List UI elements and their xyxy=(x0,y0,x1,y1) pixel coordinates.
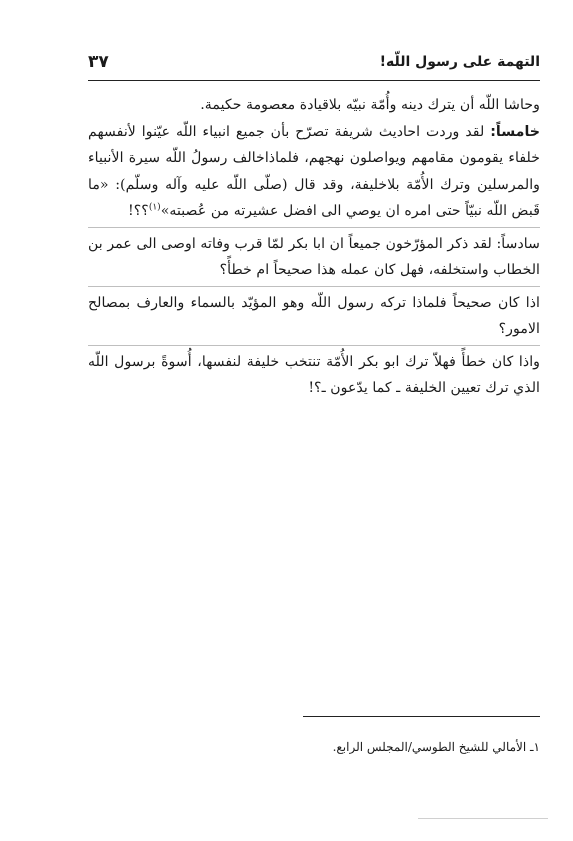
paragraph-separator xyxy=(88,345,540,346)
footnote-rule xyxy=(303,716,540,717)
paragraph-separator xyxy=(88,286,540,287)
paragraph-3: سادساً: لقد ذكر المؤرّخون جميعاً ان ابا بكر لمّا قرب وفاته اوصى الى عمر بن الخطاب واستخلفه، فهل كان عمله هذا صحيحاً ام خطأً؟ xyxy=(88,235,540,278)
paragraph-2-end: ؟؟! xyxy=(128,203,149,219)
paragraph-2 xyxy=(88,119,540,225)
running-title: التهمة على رسول اللّه! xyxy=(379,54,540,70)
paragraph-5: واذا كان خطأً فهلاّ ترك ابو بكر الأُمّة تنتخب خليفة لنفسها، أُسوةً برسول اللّه الذي ترك تعيين الخليفة ـ كما يدّعون ـ؟! xyxy=(88,353,540,396)
page-header xyxy=(88,52,540,82)
bottom-rule xyxy=(418,818,548,819)
body-text xyxy=(88,92,540,402)
footnote: ١ـ الأمالي للشيخ الطوسي/المجلس الرابع. xyxy=(332,740,540,754)
paragraph-2-lead: خامساً: xyxy=(490,123,540,140)
header-rule xyxy=(88,80,540,81)
page-number: ٣٧ xyxy=(88,52,109,72)
paragraph-separator xyxy=(88,227,540,228)
paragraph-2-text: لقد وردت احاديث شريفة تصرّح بأن جميع انبياء اللّه عيّنوا لأنفسهم خلفاء يقومون مقامهم ويواصلون نهجهم، فلماذاخالف رسولُ اللّه سيرة الأنبياء والمرسلين وترك الأُمّة بلاخليفة، وقد قال (صلّى اللّه عليه وآله وسلّم): «ما قَبض اللّه نبيّاً حتى امره ان يوصي الى افضل عشيرته من عُصبته» xyxy=(88,123,540,219)
footnote-reference[interactable]: (١) xyxy=(148,202,161,213)
paragraph-4: اذا كان صحيحاً فلماذا تركه رسول اللّه وهو المؤيّد بالسماء والعارف بمصالح الامور؟ xyxy=(88,294,540,337)
paragraph-1: وحاشا اللّه أن يترك دينه وأُمّة نبيّه بلاقيادة معصومة حكيمة. xyxy=(200,97,540,113)
